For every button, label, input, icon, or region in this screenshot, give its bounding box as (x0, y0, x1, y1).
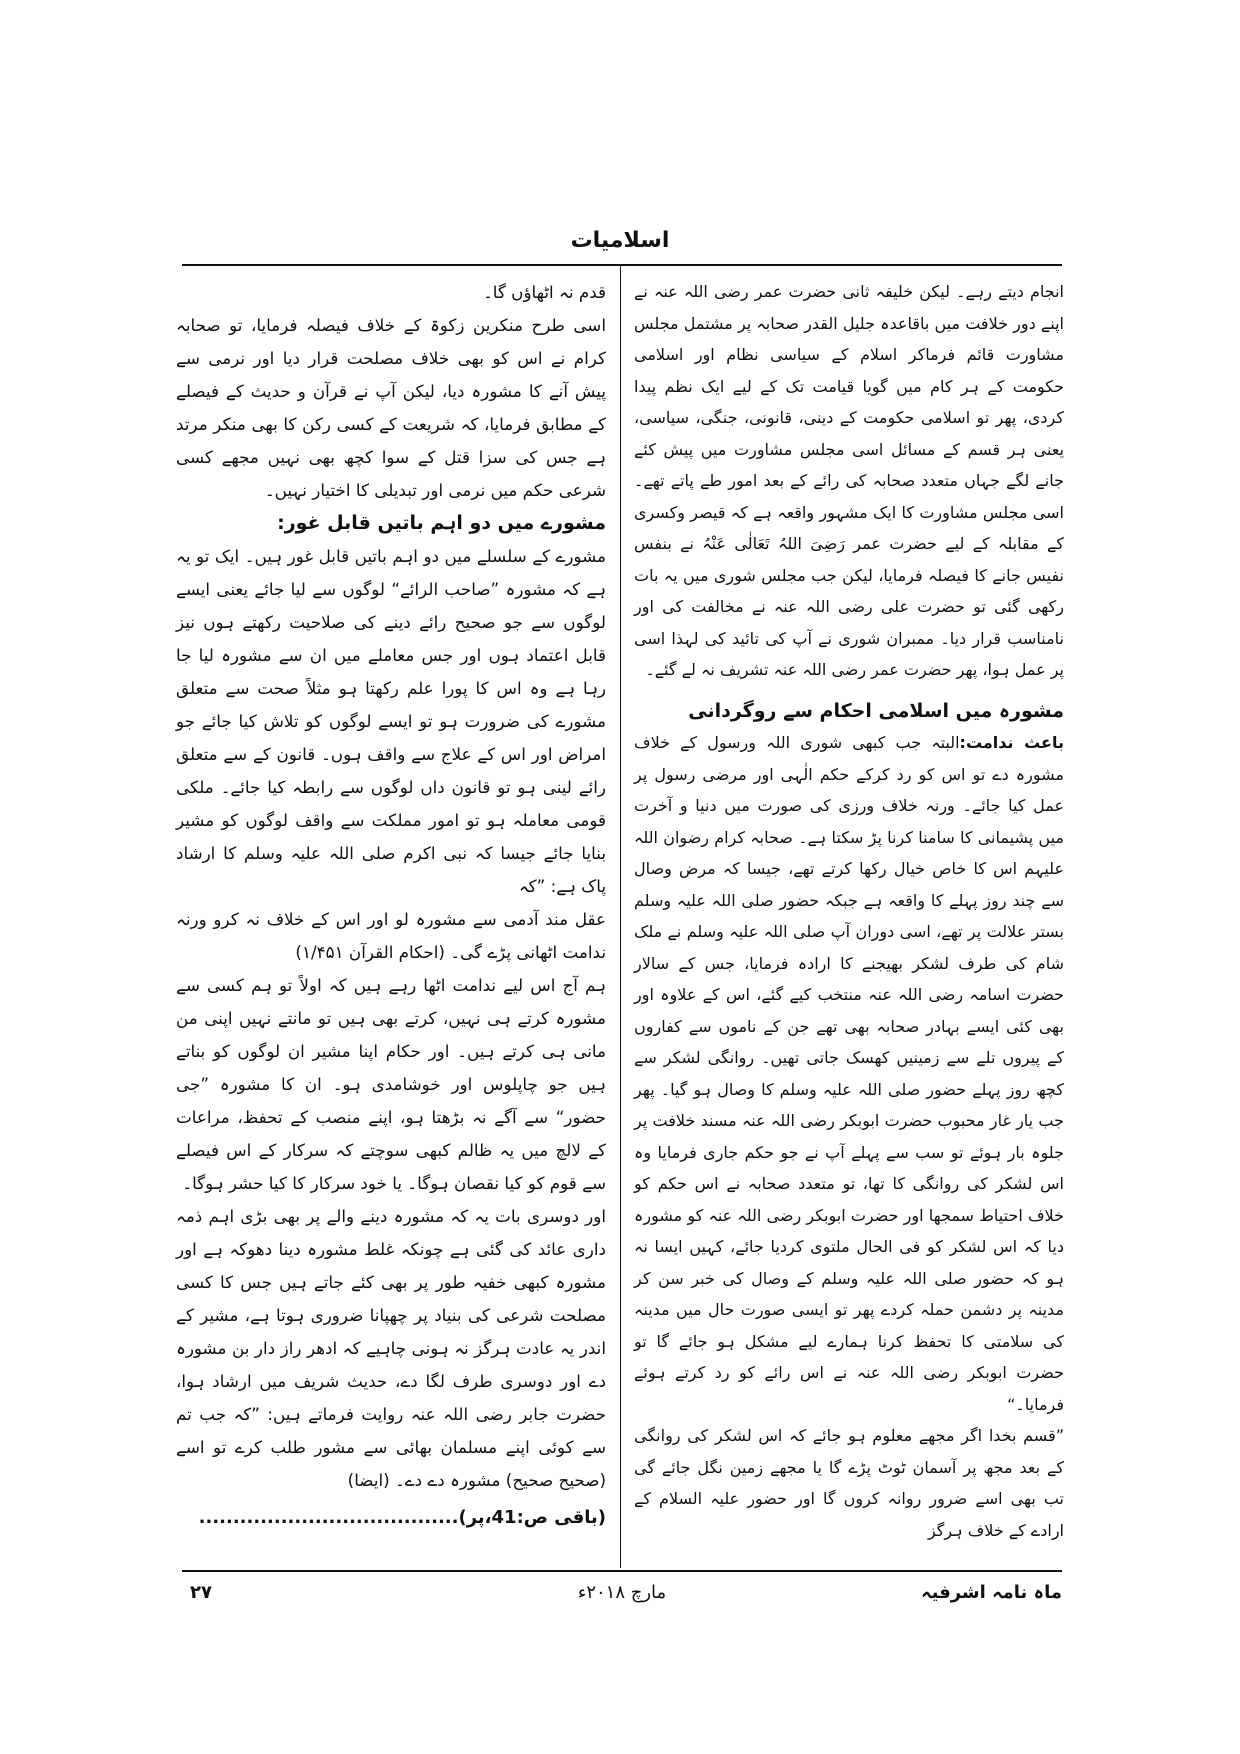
right-paragraph-1: انجام دیتے رہے۔ لیکن خلیفہ ثانی حضرت عمر رضی اللہ عنہ نے اپنے دور خلافت میں باقاعدہ جلیل القدر صحابہ پر مشتمل مجلس مشاورت قائم فرماکر اسلام کے سیاسی نظام اور اسلامی حکومت کے ہر کام میں گویا قیامت تک کے لیے ایک نظم پیدا کردی، پھر تو اسلامی حکومت کے دینی، قانونی، جنگی، سیاسی، یعنی ہر قسم کے مسائل اسی مجلس مشاورت میں پیش کئے جانے لگے جہاں متعدد صحابہ کی رائے کے بعد امور طے پاتے تھے۔ اسی مجلس مشاورت کا ایک مشہور واقعہ ہے کہ قیصر وکسری کے مقابلہ کے لیے حضرت عمر رَضِیَ اللہُ تَعَالٰی عَنْہُ نے بنفس نفیس جانے کا فیصلہ فرمایا، لیکن جب مجلس شوری میں یہ بات رکھی گئی تو حضرت علی رضی اللہ عنہ نے مخالفت کی اور نامناسب قرار دیا۔ ممبران شوری نے آپ کی تائید کی لہذا اسی پر عمل ہوا، پھر حضرت عمر رضی اللہ عنہ تشریف نہ لے گئے۔ (634, 282, 1065, 679)
left-paragraph-3: مشورے کے سلسلے میں دو اہم باتیں قابل غور ہیں۔ ایک تو یہ ہے کہ مشورہ ”صاحب الرائے“ لوگوں سے لیا جائے یعنی ایسے لوگوں سے جو صحیح رائے دینے کی صلاحیت رکھتے ہوں نیز قابل اعتماد ہوں اور جس معاملے میں ان سے مشورہ لیا جا رہا ہے وہ اس کا پورا علم رکھتا ہو مثلاً صحت سے متعلق مشورے کی ضرورت ہو تو ایسے لوگوں کو تلاش کیا جائے جو امراض اور اس کے علاج سے واقف ہوں۔ قانون کے سے متعلق رائے لینی ہو تو قانون داں لوگوں سے رابطہ کیا جائے۔ ملکی قومی معاملہ ہو تو امور مملکت سے واقف لوگوں کو مشیر بنایا جائے جیسا کہ نبی اکرم صلی اللہ علیہ وسلم کا ارشاد پاک ہے: ”کہ (176, 546, 606, 896)
page-number: ۲۷ (190, 1582, 212, 1603)
right-paragraph-3: ”قسم بخدا اگر مجھے معلوم ہو جائے کہ اس لشکر کی روانگی کے بعد مجھ پر آسمان ٹوٹ پڑے گا یا مجھے زمین نگل جائے گی تب بھی اسے ضرور روانہ کروں گا اور حضور علیہ السلام کے ارادے کے خلاف ہرگز (634, 1426, 1064, 1540)
column-divider (620, 266, 621, 1568)
right-section-heading-2: باعث ندامت: (959, 733, 1064, 752)
page-footer (182, 1582, 1062, 1616)
continued-note: (باقی ص:41،پر)...................................... (198, 1507, 606, 1528)
left-section-heading: مشورے میں دو اہم باتیں قابل غور: (277, 512, 606, 534)
footer-rule (182, 1570, 1062, 1572)
left-paragraph-4: عقل مند آدمی سے مشورہ لو اور اس کے خلاف نہ کرو ورنہ ندامت اٹھانی پڑے گی۔ (احکام القرآن ۱/۴۵۱) (176, 909, 606, 962)
left-column (176, 276, 606, 1534)
right-paragraph-2 (634, 727, 1064, 1420)
left-paragraph-2: اسی طرح منکرین زکوۃ کے خلاف فیصلہ فرمایا، تو صحابہ کرام نے اس کو بھی خلاف مصلحت قرار دیا اور نرمی سے پیش آنے کا مشورہ دیا، لیکن آپ نے قرآن و حدیث کے فیصلے کے مطابق فرمایا، کہ شریعت کے کسی رکن کا بھی منکر مرتد ہے جس کی سزا قتل کے سوا کچھ بھی نہیں مجھے کسی شرعی حکم میں نرمی اور تبدیلی کا اختیار نہیں۔ (176, 315, 606, 500)
left-paragraph-1: قدم نہ اٹھاؤں گا۔ (482, 282, 606, 302)
spacer (634, 686, 1064, 696)
left-paragraph-5: ہم آج اس لیے ندامت اٹھا رہے ہیں کہ اولاً تو ہم کسی سے مشورہ کرتے ہی نہیں، کرتے بھی ہیں تو مانتے نہیں اپنی من مانی ہی کرتے ہیں۔ اور حکام اپنا مشیر ان لوگوں کو بناتے ہیں جو چاپلوس اور خوشامدی ہو۔ ان کا مشورہ ”جی حضور“ سے آگے نہ بڑھتا ہو، اپنے منصب کے تحفظ، مراعات کے لالچ میں یہ ظالم کبھی سوچتے کہ سرکار کے اس فیصلے سے قوم کو کیا نقصان ہوگا۔ یا خود سرکار کا کیا حشر ہوگا۔ (176, 975, 606, 1193)
header-rule (182, 264, 1062, 266)
left-paragraph-6: اور دوسری بات یہ کہ مشورہ دینے والے پر بھی بڑی اہم ذمہ داری عائد کی گئی ہے چونکہ غلط مشورہ دینا دھوکہ ہے اور مشورہ کبھی خفیہ طور پر بھی کئے جاتے ہیں جس کا کسی مصلحت شرعی کی بنیاد پر چھپانا ضروری ہوتا ہے، مشیر کے اندر یہ عادت ہرگز نہ ہونی چاہیے کہ ادھر راز دار بن مشورہ دے اور دوسری طرف لگا دے، حدیث شریف میں ارشاد ہوا، حضرت جابر رضی اللہ عنہ روایت فرماتے ہیں: ”کہ جب تم سے کوئی اپنے مسلمان بھائی سے مشور طلب کرے تو اسے (صحیح صحیح) مشورہ دے دے۔ (ایضا) (176, 1206, 606, 1490)
right-column (634, 276, 1064, 1546)
right-section-heading: مشورہ میں اسلامی احکام سے روگردانی (688, 699, 1064, 722)
page-header-title: اسلامیات (570, 228, 670, 253)
right-paragraph-2-text: البتہ جب کبھی شوری اللہ ورسول کے خلاف مشورہ دے تو اس کو رد کرکے حکم الٰہی اور مرضی رسول پر عمل کیا جائے۔ ورنہ خلاف ورزی کی صورت میں دنیا و آخرت میں پشیمانی کا سامنا کرنا پڑ سکتا ہے۔ صحابہ کرام رضوان اللہ علیہم اس کا خاص خیال رکھا کرتے تھے، جیسا کہ مرض وصال سے چند روز پہلے کا واقعہ ہے جبکہ حضور صلی اللہ علیہ وسلم بستر علالت پر تھے، اسی دوران آپ صلی اللہ علیہ وسلم نے ملک شام کی طرف لشکر بھیجنے کا ارادہ فرمایا، جس کے سالار حضرت اسامہ رضی اللہ عنہ منتخب کیے گئے، اس کے علاوہ اور بھی کئی ایسے بہادر صحابہ بھی تھے جن کے ناموں سے کفاروں کے پیروں تلے سے زمینیں کھسک جاتی تھیں۔ روانگی لشکر سے کچھ روز پہلے حضور صلی اللہ علیہ وسلم کا وصال ہو گیا۔ پھر جب یار غار محبوب حضرت ابوبکر رضی اللہ عنہ مسند خلافت پر جلوہ بار ہوئے تو سب سے پہلے آپ نے جو حکم جاری فرمایا وہ اس لشکر کی روانگی کا تھا، تو متعدد صحابہ نے اس حکم کو خلاف احتیاط سمجھا اور حضرت ابوبکر رضی اللہ عنہ کو مشورہ دیا کہ اس لشکر کو فی الحال ملتوی کردیا جائے، کہیں ایسا نہ ہو کہ حضور صلی اللہ علیہ وسلم کے وصال کی خبر سن کر مدینہ پر دشمن حملہ کردے پھر تو ایسی صورت حال میں مدینہ کی سلامتی کا تحفظ کرنا ہمارے لیے مشکل ہو جائے گا تو حضرت ابوبکر رضی اللہ عنہ نے اس رائے کو رد کرتے ہوئے فرمایا۔“ (634, 733, 1064, 1414)
magazine-name: ماہ نامہ اشرفیہ (921, 1582, 1062, 1603)
issue-date: مارچ ۲۰۱۸ء (577, 1582, 667, 1603)
